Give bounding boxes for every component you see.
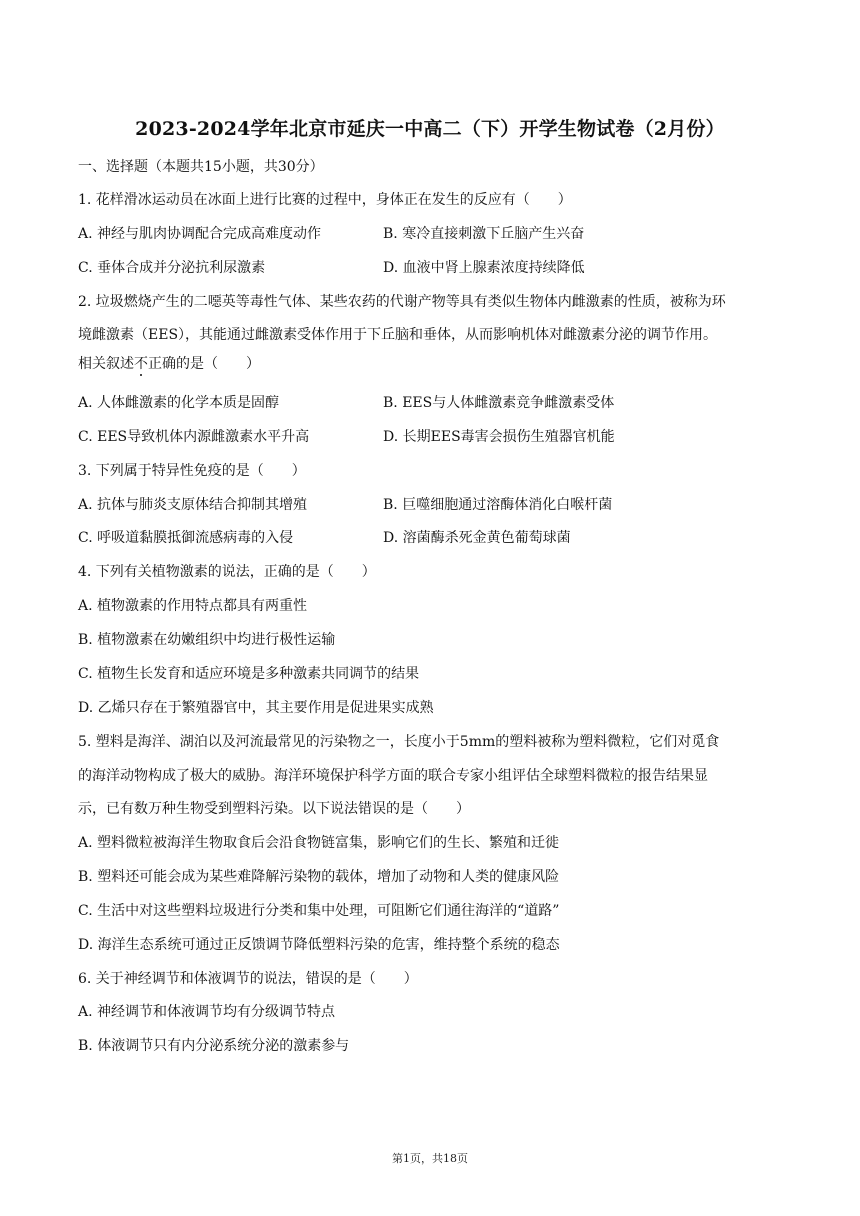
q6-option-b: B. 体液调节只有内分泌系统分泌的激素参与: [78, 1038, 350, 1054]
q2-stem-line3: [78, 354, 260, 374]
q6-stem: 6. 关于神经调节和体液调节的说法，错误的是（ ）: [78, 971, 418, 987]
q3-option-c: C. 呼吸道黏膜抵御流感病毒的入侵: [78, 530, 294, 546]
q3-option-d: D. 溶菌酶杀死金黄色葡萄球菌: [383, 530, 571, 546]
q2-option-a: A. 人体雌激素的化学本质是固醇: [78, 395, 280, 411]
q1-option-d: D. 血液中肾上腺素浓度持续降低: [383, 260, 585, 276]
q5-stem-line3: 示，已有数万种生物受到塑料污染。以下说法错误的是（ ）: [78, 801, 470, 817]
q2-stem-line3-post: 正确的是（ ）: [148, 356, 260, 372]
q2-stem-line2: 境雌激素（EES），其能通过雌激素受体作用于下丘脑和垂体，从而影响机体对雌激素分泌的调节作用。: [78, 327, 718, 343]
q5-option-d: D. 海洋生态系统可通过正反馈调节降低塑料污染的危害，维持整个系统的稳态: [78, 937, 560, 953]
q4-option-b: B. 植物激素在幼嫩组织中均进行极性运输: [78, 632, 336, 648]
q6-option-a: A. 神经调节和体液调节均有分级调节特点: [78, 1004, 336, 1020]
q3-stem: 3. 下列属于特异性免疫的是（ ）: [78, 463, 306, 479]
q5-option-b: B. 塑料还可能会成为某些难降解污染物的载体，增加了动物和人类的健康风险: [78, 869, 560, 885]
page-footer: 第1页，共18页: [392, 1152, 468, 1165]
q5-stem-line2: 的海洋动物构成了极大的威胁。海洋环境保护科学方面的联合专家小组评估全球塑料微粒的报告结果显: [78, 768, 708, 784]
q4-option-c: C. 植物生长发育和适应环境是多种激素共同调节的结果: [78, 666, 420, 682]
q5-option-c: C. 生活中对这些塑料垃圾进行分类和集中处理，可阻断它们通往海洋的“道路”: [78, 903, 560, 919]
exam-title: 2023-2024学年北京市延庆一中高二（下）开学生物试卷（2月份）: [135, 118, 725, 140]
q3-option-b: B. 巨噬细胞通过溶酶体消化白喉杆菌: [383, 497, 613, 513]
q1-option-b: B. 寒冷直接刺激下丘脑产生兴奋: [383, 226, 585, 242]
q2-emphasis-not: 不: [134, 356, 148, 372]
q4-option-d: D. 乙烯只存在于繁殖器官中，其主要作用是促进果实成熟: [78, 700, 434, 716]
q5-stem-line1: 5. 塑料是海洋、湖泊以及河流最常见的污染物之一，长度小于5mm的塑料被称为塑料微粒，它们对觅食: [78, 734, 720, 750]
q2-stem-line1: 2. 垃圾燃烧产生的二噁英等毒性气体、某些农药的代谢产物等具有类似生物体内雌激素的性质，被称为环: [78, 294, 726, 310]
q2-stem-line3-pre: 相关叙述: [78, 356, 134, 372]
q2-option-b: B. EES与人体雌激素竞争雌激素受体: [383, 395, 615, 411]
q4-option-a: A. 植物激素的作用特点都具有两重性: [78, 598, 308, 614]
q4-stem: 4. 下列有关植物激素的说法，正确的是（ ）: [78, 564, 376, 580]
section-heading: 一、选择题（本题共15小题，共30分）: [78, 159, 324, 175]
q3-option-a: A. 抗体与肺炎支原体结合抑制其增殖: [78, 497, 308, 513]
q1-stem: 1. 花样滑冰运动员在冰面上进行比赛的过程中，身体正在发生的反应有（ ）: [78, 192, 572, 208]
q2-option-c: C. EES导致机体内源雌激素水平升高: [78, 429, 310, 445]
q1-option-c: C. 垂体合成并分泌抗利尿激素: [78, 260, 266, 276]
q1-option-a: A. 神经与肌肉协调配合完成高难度动作: [78, 226, 322, 242]
q5-option-a: A. 塑料微粒被海洋生物取食后会沿食物链富集，影响它们的生长、繁殖和迁徙: [78, 835, 560, 851]
q2-option-d: D. 长期EES毒害会损伤生殖器官机能: [383, 429, 615, 445]
